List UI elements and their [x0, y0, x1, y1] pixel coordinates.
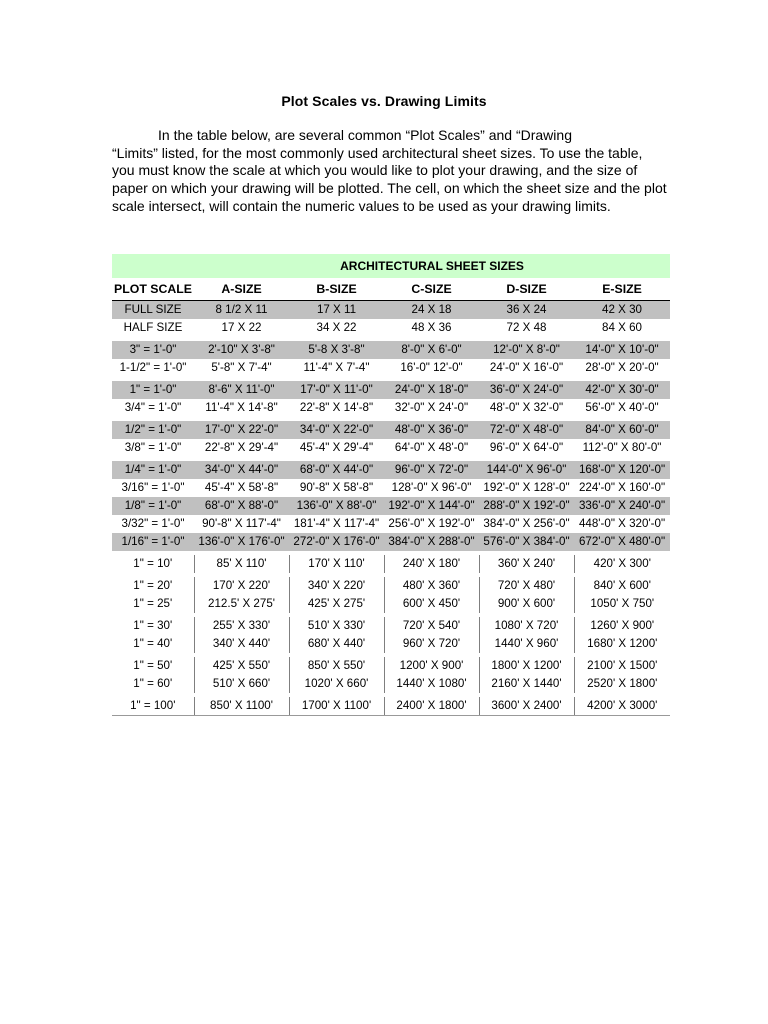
drawing-limits-cell: 288'-0" X 192'-0": [479, 497, 574, 515]
drawing-limits-cell: 22'-8" X 29'-4": [204, 441, 279, 454]
drawing-limits-cell: 240' X 180': [384, 553, 479, 575]
drawing-limits-cell: 192'-0" X 144'-0": [384, 497, 479, 515]
drawing-limits-cell: 16'-0" 12'-0": [400, 361, 463, 374]
drawing-limits-cell: 384'-0" X 288'-0": [384, 533, 479, 553]
drawing-limits-cell: 1800' X 1200': [479, 655, 574, 675]
table-row: [112, 635, 670, 655]
plot-scale-cell: 1" = 10': [112, 553, 194, 575]
drawing-limits-cell: 84 X 60: [602, 321, 642, 334]
plot-scale-cell: 3/32" = 1'-0": [121, 517, 185, 530]
drawing-limits-cell: 5'-8" X 7'-4": [211, 361, 272, 374]
drawing-limits-cell: 212.5' X 275': [194, 595, 289, 615]
plot-scale-cell: 1" = 1'-0": [112, 379, 194, 399]
table-row: [112, 615, 670, 635]
drawing-limits-cell: 1440' X 1080': [384, 675, 479, 695]
drawing-limits-cell: 84'-0" X 60'-0": [574, 419, 670, 439]
drawing-limits-cell: 8'-6" X 11'-0": [194, 379, 289, 399]
drawing-limits-cell: 960' X 720': [384, 635, 479, 655]
drawing-limits-cell: 22'-8" X 14'-8": [299, 401, 374, 414]
drawing-limits-cell: 900' X 600': [479, 595, 574, 615]
drawing-limits-cell: 256'-0" X 192'-0": [388, 517, 475, 530]
drawing-limits-cell: 45'-4" X 29'-4": [299, 441, 374, 454]
table-row: [112, 515, 670, 533]
drawing-limits-cell: 448'-0" X 320'-0": [578, 517, 666, 530]
drawing-limits-cell: 576'-0" X 384'-0": [479, 533, 574, 553]
drawing-limits-cell: 11'-4" X 14'-8": [205, 401, 278, 414]
drawing-limits-cell: 24'-0" X 18'-0": [384, 379, 479, 399]
plot-scale-cell: FULL SIZE: [112, 301, 194, 320]
drawing-limits-cell: 2100' X 1500': [574, 655, 670, 675]
table-row: [112, 319, 670, 339]
table-row: [112, 675, 670, 695]
drawing-limits-cell: 272'-0" X 176'-0": [289, 533, 384, 553]
drawing-limits-cell: 34'-0" X 44'-0": [194, 459, 289, 479]
drawing-limits-cell: 3600' X 2400': [479, 695, 574, 716]
drawing-limits-cell: 96'-0" X 64'-0": [489, 441, 564, 454]
table-row: [112, 695, 670, 716]
drawing-limits-cell: 720' X 480': [479, 575, 574, 595]
plot-scale-cell: 3" = 1'-0": [112, 339, 194, 359]
table-row: [112, 575, 670, 595]
header-plot-scale: PLOT SCALE: [112, 278, 194, 301]
plot-scale-table: [112, 254, 670, 716]
drawing-limits-cell: 425' X 275': [289, 595, 384, 615]
drawing-limits-cell: 4200' X 3000': [574, 695, 670, 716]
drawing-limits-cell: 2400' X 1800': [384, 695, 479, 716]
drawing-limits-cell: 34'-0" X 22'-0": [289, 419, 384, 439]
plot-scale-cell: HALF SIZE: [123, 321, 183, 334]
drawing-limits-cell: 112'-0" X 80'-0": [582, 441, 662, 454]
drawing-limits-cell: 90'-8" X 58'-8": [299, 481, 374, 494]
drawing-limits-cell: 68'-0" X 44'-0": [289, 459, 384, 479]
drawing-limits-cell: 1050' X 750': [574, 595, 670, 615]
drawing-limits-cell: 1700' X 1100': [289, 695, 384, 716]
table-row: [112, 379, 670, 399]
header-d-size: D-SIZE: [479, 278, 574, 301]
drawing-limits-cell: 384'-0" X 256'-0": [483, 517, 570, 530]
drawing-limits-cell: 42'-0" X 30'-0": [574, 379, 670, 399]
plot-scale-cell: 1" = 25': [133, 597, 173, 610]
table-row: [112, 399, 670, 419]
plot-scale-cell: 1" = 30': [112, 615, 194, 635]
drawing-limits-cell: 72'-0" X 48'-0": [479, 419, 574, 439]
plot-scale-cell: 3/8" = 1'-0": [124, 441, 182, 454]
drawing-limits-cell: 56'-0" X 40'-0": [585, 401, 659, 414]
table-row: [112, 339, 670, 359]
drawing-limits-cell: 1440' X 960': [479, 635, 574, 655]
drawing-limits-cell: 144'-0" X 96'-0": [479, 459, 574, 479]
drawing-limits-cell: 850' X 1100': [194, 695, 289, 716]
drawing-limits-cell: 2520' X 1800': [574, 675, 670, 695]
drawing-limits-cell: 64'-0" X 48'-0": [394, 441, 469, 454]
drawing-limits-cell: 17'-0" X 11'-0": [289, 379, 384, 399]
drawing-limits-cell: 28'-0" X 20'-0": [585, 361, 659, 374]
drawing-limits-cell: 720' X 540': [384, 615, 479, 635]
table-row: [112, 459, 670, 479]
plot-scale-cell: 1-1/2" = 1'-0": [119, 361, 187, 374]
intro-first-line: In the table below, are several common “Plot Scales” and “Drawing: [158, 127, 572, 143]
plot-scale-cell: 1/4" = 1'-0": [112, 459, 194, 479]
drawing-limits-cell: 168'-0" X 120'-0": [574, 459, 670, 479]
drawing-limits-cell: 34 X 22: [316, 321, 357, 334]
drawing-limits-cell: 2160' X 1440': [479, 675, 574, 695]
drawing-limits-cell: 1200' X 900': [384, 655, 479, 675]
drawing-limits-cell: 340' X 440': [194, 635, 289, 655]
drawing-limits-cell: 1080' X 720': [479, 615, 574, 635]
plot-scale-cell: 3/4" = 1'-0": [124, 401, 182, 414]
table-row: [112, 479, 670, 497]
drawing-limits-cell: 128'-0" X 96'-0": [391, 481, 472, 494]
header-b-size: B-SIZE: [289, 278, 384, 301]
drawing-limits-cell: 36'-0" X 24'-0": [479, 379, 574, 399]
drawing-limits-cell: 45'-4" X 58'-8": [204, 481, 279, 494]
table-row: [112, 553, 670, 575]
drawing-limits-cell: 510' X 330': [289, 615, 384, 635]
drawing-limits-cell: 5'-8 X 3'-8": [289, 339, 384, 359]
drawing-limits-cell: 90'-8" X 117'-4": [202, 517, 281, 530]
drawing-limits-cell: 170' X 220': [194, 575, 289, 595]
header-a-size: A-SIZE: [194, 278, 289, 301]
plot-scale-cell: 1" = 60': [133, 677, 173, 690]
drawing-limits-cell: 17 X 11: [289, 301, 384, 320]
plot-scale-cell: 1" = 100': [112, 695, 194, 716]
drawing-limits-cell: 850' X 550': [289, 655, 384, 675]
drawing-limits-cell: 336'-0" X 240'-0": [574, 497, 670, 515]
intro-rest: “Limits” listed, for the most commonly used architectural sheet sizes. To use the table, you must know the scale at which you would like to plot your drawing, and the size of paper on which your drawing will be plotted. The cell, on which the sheet size and the plot scale intersect, will contain the numeric values to be used as your drawing limits.: [112, 144, 667, 214]
plot-scale-cell: 1/2" = 1'-0": [112, 419, 194, 439]
drawing-limits-cell: 1260' X 900': [574, 615, 670, 635]
drawing-limits-cell: 480' X 360': [384, 575, 479, 595]
drawing-limits-cell: 136'-0" X 88'-0": [289, 497, 384, 515]
drawing-limits-cell: 14'-0" X 10'-0": [574, 339, 670, 359]
plot-scale-cell: 1" = 20': [112, 575, 194, 595]
drawing-limits-cell: 42 X 30: [574, 301, 670, 320]
table-row: [112, 595, 670, 615]
drawing-limits-cell: 32'-0" X 24'-0": [394, 401, 469, 414]
drawing-limits-cell: 420' X 300': [574, 553, 670, 575]
plot-scale-cell: 1" = 50': [112, 655, 194, 675]
drawing-limits-cell: 224'-0" X 160'-0": [578, 481, 666, 494]
drawing-limits-cell: 48 X 36: [411, 321, 452, 334]
drawing-limits-cell: 672'-0" X 480'-0": [574, 533, 670, 553]
drawing-limits-cell: 48'-0" X 36'-0": [384, 419, 479, 439]
table-row: [112, 655, 670, 675]
drawing-limits-cell: 1680' X 1200': [574, 635, 670, 655]
table-banner: ARCHITECTURAL SHEET SIZES: [194, 254, 670, 278]
table-row: [112, 359, 670, 379]
drawing-limits-cell: 2'-10" X 3'-8": [194, 339, 289, 359]
document-title: Plot Scales vs. Drawing Limits: [281, 93, 487, 109]
drawing-limits-cell: 680' X 440': [289, 635, 384, 655]
plot-scale-cell: 1/8" = 1'-0": [112, 497, 194, 515]
drawing-limits-cell: 17'-0" X 22'-0": [194, 419, 289, 439]
drawing-limits-cell: 48'-0" X 32'-0": [489, 401, 564, 414]
intro-paragraph: [112, 127, 668, 216]
plot-scale-cell: 3/16" = 1'-0": [121, 481, 185, 494]
drawing-limits-cell: 181'-4" X 117'-4": [293, 517, 380, 530]
drawing-limits-cell: 360' X 240': [479, 553, 574, 575]
drawing-limits-cell: 68'-0" X 88'-0": [194, 497, 289, 515]
header-e-size: E-SIZE: [574, 278, 670, 301]
table-row: [112, 419, 670, 439]
plot-scale-cell: 1/16" = 1'-0": [112, 533, 194, 553]
drawing-limits-cell: 170' X 110': [289, 553, 384, 575]
drawing-limits-cell: 24 X 18: [384, 301, 479, 320]
table-row: [112, 497, 670, 515]
header-c-size: C-SIZE: [384, 278, 479, 301]
drawing-limits-cell: 1020' X 660': [289, 675, 384, 695]
drawing-limits-cell: 17 X 22: [221, 321, 262, 334]
drawing-limits-cell: 255' X 330': [194, 615, 289, 635]
drawing-limits-cell: 11'-4" X 7'-4": [303, 361, 370, 374]
drawing-limits-cell: 72 X 48: [506, 321, 547, 334]
table-banner-row: [112, 254, 670, 278]
drawing-limits-cell: 24'-0" X 16'-0": [489, 361, 564, 374]
drawing-limits-cell: 340' X 220': [289, 575, 384, 595]
table-row: [112, 439, 670, 459]
drawing-limits-cell: 8'-0" X 6'-0": [384, 339, 479, 359]
drawing-limits-cell: 425' X 550': [194, 655, 289, 675]
drawing-limits-cell: 85' X 110': [194, 553, 289, 575]
drawing-limits-cell: 136'-0" X 176'-0": [194, 533, 289, 553]
drawing-limits-cell: 12'-0" X 8'-0": [479, 339, 574, 359]
drawing-limits-cell: 8 1/2 X 11: [194, 301, 289, 320]
drawing-limits-cell: 36 X 24: [479, 301, 574, 320]
drawing-limits-cell: 600' X 450': [384, 595, 479, 615]
drawing-limits-cell: 192'-0" X 128'-0": [483, 481, 570, 494]
table-row: [112, 533, 670, 553]
table-row: [112, 301, 670, 320]
drawing-limits-cell: 510' X 660': [194, 675, 289, 695]
drawing-limits-cell: 96'-0" X 72'-0": [384, 459, 479, 479]
table-header-row: [112, 278, 670, 301]
drawing-limits-cell: 840' X 600': [574, 575, 670, 595]
plot-scale-cell: 1" = 40': [133, 637, 173, 650]
